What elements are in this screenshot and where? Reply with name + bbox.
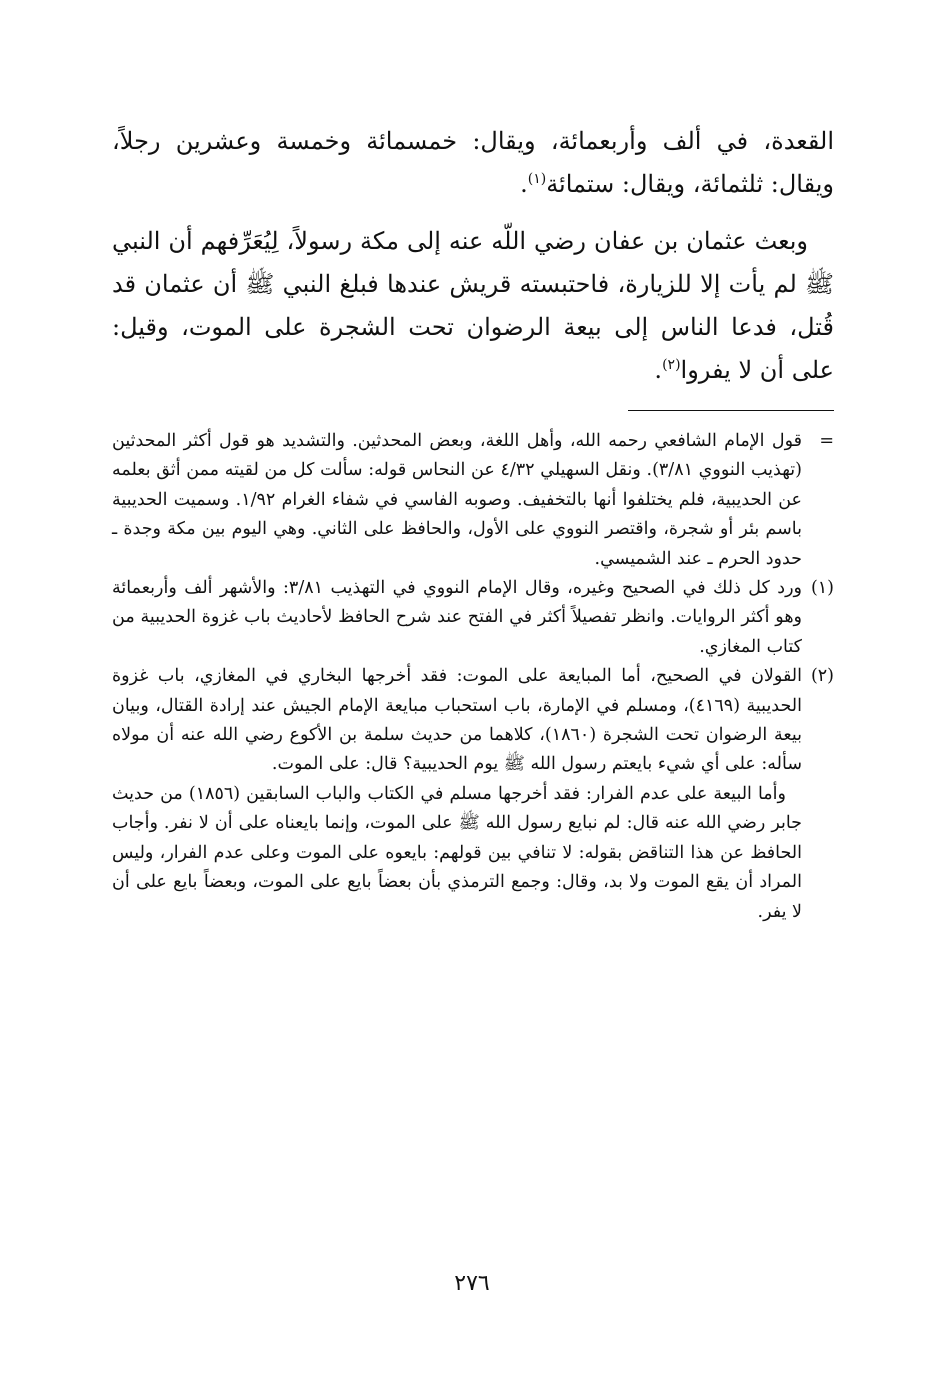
page-number: ٢٧٦ xyxy=(454,1271,490,1296)
continuation-marker: = xyxy=(819,431,834,451)
main-paragraph-1-text: القعدة، في ألف وأربعمائة، ويقال: خمسمائة وخمسة وعشرين رجلاً، ويقال: ثلثمائة، ويقال: ستمائة xyxy=(112,127,834,198)
footnote-continuation xyxy=(112,427,834,574)
footnote-1-text: ورد كل ذلك في الصحيح وغيره، وقال الإمام النووي في التهذيب ٣/٨١: والأشهر ألف وأربعمائة وهو أكثر الروايات. وانظر تفصيلاً أكثر في الفتح عند شرح الحافظ لأحاديث باب غزوة الحديبية من كتاب المغازي. xyxy=(112,578,802,657)
footnote-2-text: القولان في الصحيح، أما المبايعة على الموت: فقد أخرجها البخاري في المغازي، باب غزوة الحديبية (٤١٦٩)، ومسلم في الإمارة، باب استحباب مبايعة الإمام الجيش عند إرادة القتال، وبيان بيعة الرضوان تحت الشجرة (١٨٦٠)، كلاهما من حديث سلمة بن الأكوع رضي الله عنه أن مولاه سأله: على أي شيء بايعتم رسول الله ﷺ يوم الحديبية؟ قال: على الموت. xyxy=(112,666,802,775)
footnotes xyxy=(112,427,834,927)
main-paragraph-2: وبعث عثمان بن عفان رضي اللّه عنه إلى مكة رسولاً، لِيُعَرِّفهم أن النبي ﷺ لم يأت إلا للزيارة، فاحتبسته قريش عندها فبلغ النبي ﷺ أن عثمان قد قُتل، فدعا الناس إلى بيعة الرضوان تحت الشجرة على الموت، وقيل: على أن لا يفروا$^{(٢)}$. xyxy=(112,227,834,384)
footnote-separator xyxy=(628,410,834,411)
main-text xyxy=(112,120,834,392)
page-content xyxy=(112,120,834,927)
main-paragraph-2-text: وبعث عثمان بن عفان رضي اللّه عنه إلى مكة رسولاً، لِيُعَرِّفهم أن النبي ﷺ لم يأت إلا للزيارة، فاحتبسته قريش عندها فبلغ النبي ﷺ أن عثمان قد قُتل، فدعا الناس إلى بيعة الرضوان تحت الشجرة على الموت، وقيل: على أن لا يفروا xyxy=(112,227,834,384)
footnote-2 xyxy=(112,662,834,927)
footnote-2-marker: (٢) xyxy=(810,666,834,687)
footnote-1-marker: (١) xyxy=(810,578,834,599)
footnote-ref-2: (٢) xyxy=(662,357,681,373)
footnote-2-continuation: وأما البيعة على عدم الفرار: فقد أخرجها مسلم في الكتاب والباب السابقين (١٨٥٦) من حديث جابر رضي الله عنه قال: لم نبايع رسول الله ﷺ على الموت، وإنما بايعناه على أن لا نفر. وأجاب الحافظ عن هذا التناقض بقوله: لا تنافي بين قولهم: بايعوه على الموت وعلى عدم الفرار، وليس المراد أن يقع الموت ولا بد، وقال: وجمع الترمذي بأن بعضاً بايع على الموت، وبعضاً بايع على أن لا يفر. xyxy=(112,783,802,922)
main-paragraph-1: القعدة، في ألف وأربعمائة، ويقال: خمسمائة وخمسة وعشرين رجلاً، ويقال: ثلثمائة، ويقال: ستمائة$^{(١)}$. xyxy=(112,127,834,198)
footnote-continuation-text: قول الإمام الشافعي رحمه الله، وأهل اللغة، وبعض المحدثين. والتشديد هو قول أكثر المحدثين (تهذيب النووي ٣/٨١). ونقل السهيلي ٤/٣٢ عن النحاس قوله: سألت كل من لقيته ممن أثق بعلمه عن الحديبية، فلم يختلفوا أنها بالتخفيف. وصوبه الفاسي في شفاء الغرام ١/٩٢. وسميت الحديبية باسم بئر أو شجرة، واقتصر النووي على الأول، والحافظ على الثاني. وهي اليوم بين مكة وجدة ـ حدود الحرم ـ عند الشميسي. xyxy=(112,431,802,569)
footnote-1 xyxy=(112,574,834,662)
footnote-ref-1: (١) xyxy=(527,171,547,187)
